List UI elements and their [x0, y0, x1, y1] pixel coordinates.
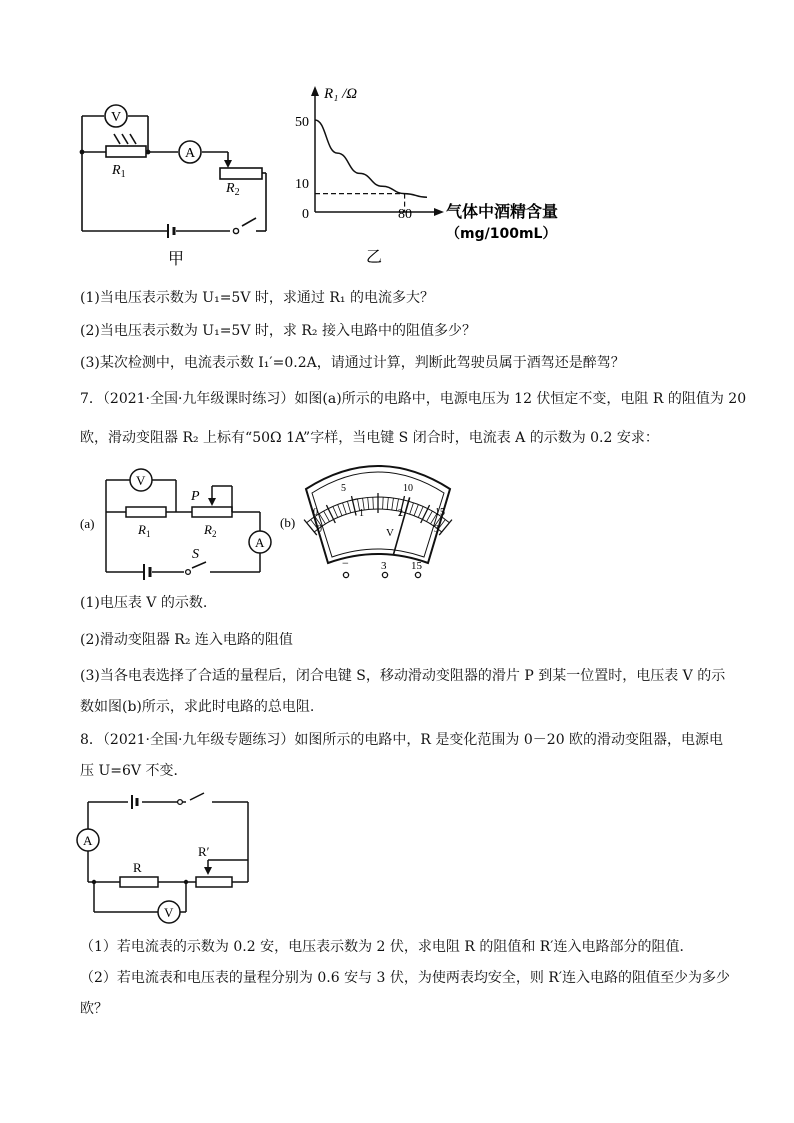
meter-tick [373, 497, 374, 509]
q7-stem-line1: 7．（2021·全国·九年级课时练习）如图(a)所示的电路中，电源电压为 12 伏恒定不变，电阻 R 的阻值为 20 [80, 391, 747, 407]
x-tick-80: 80 [398, 207, 412, 222]
q7-part2: (2)滑动变阻器 R₂ 连入电路的阻值 [80, 632, 293, 648]
q7-switch-s: S [192, 547, 199, 562]
q7-r1-label: R [138, 522, 146, 537]
q7-part3-line1: (3)当各电表选择了合适的量程后，闭合电键 S，移动滑动变阻器的滑片 P 到某一位置时，电压表 V 的示 [80, 668, 726, 684]
meter-lower-3: 3 [434, 524, 439, 535]
q7-circuit-a [80, 462, 280, 582]
fig1-circuit-jia [70, 88, 270, 288]
y-tick-10: 10 [295, 177, 309, 192]
graph-xunit: （mg/100mL） [446, 226, 557, 242]
meter-lower-0: 0 [317, 524, 322, 535]
q7-slider-p: P [191, 489, 200, 504]
meter-upper-5: 5 [341, 483, 346, 494]
caption-jia: 甲 [168, 249, 185, 268]
r2-sub: 2 [234, 187, 240, 198]
x-tick-0: 0 [302, 207, 309, 222]
meter-case [306, 466, 450, 563]
q7-ammeter-label: A [255, 535, 265, 550]
meter-upper-0: 0 [313, 507, 318, 518]
svg-text:R2 [225, 181, 240, 198]
terminal-minus-post [343, 572, 348, 577]
q8-stem-line1: 8．（2021·全国·九年级专题练习）如图所示的电路中，R 是变化范围为 0－20 欧的滑动变阻器，电源电 [80, 732, 724, 748]
svg-text:R2 [203, 522, 216, 539]
r1-sub: 1 [120, 169, 126, 180]
meter-lower-1: 1 [359, 508, 364, 519]
q7-r1-sub: 1 [145, 529, 151, 539]
meter-upper-10: 10 [403, 483, 413, 494]
meter-lower-2: 2 [398, 508, 403, 519]
q7-part1: (1)电压表 V 的示数. [80, 595, 208, 611]
q7-voltmeter-label: V [136, 473, 146, 488]
q7-voltmeter-dial-b [280, 459, 480, 584]
terminal-15: 15 [411, 560, 422, 572]
meter-upper-15: 15 [435, 507, 445, 518]
q6-part1: (1)当电压表示数为 U₁=5V 时，求通过 R₁ 的电流多大？ [80, 290, 434, 306]
y-tick-50: 50 [295, 115, 309, 130]
q8-circuit [76, 790, 266, 930]
r2-label: R [226, 181, 235, 196]
ammeter-label: A [185, 146, 196, 161]
q7-stem-line2: 欧，滑动变阻器 R₂ 上标有“50Ω 1A”字样，当电键 S 闭合时，电流表 A 的示数为 0.2 安求： [80, 430, 659, 446]
caption-yi: 乙 [366, 247, 383, 266]
q7-r2-sub: 2 [211, 529, 217, 539]
q8-r-prime-label: R′ [198, 844, 210, 859]
q8-part1: （1）若电流表的示数为 0.2 安，电压表示数为 2 伏，求电阻 R 的阻值和 R′连入电路部分的阻值． [80, 939, 694, 955]
terminal-3-post [382, 572, 387, 577]
r1-curve [315, 120, 427, 197]
r1-label: R [112, 163, 121, 178]
q8-ammeter-label: A [83, 833, 93, 848]
terminal-minus: − [342, 556, 349, 570]
q8-r-label: R [133, 860, 142, 875]
q7-r2-label: R [204, 522, 212, 537]
q6-part2: (2)当电压表示数为 U₁=5V 时，求 R₂ 接入电路中的阻值多少？ [80, 323, 476, 339]
q8-part2-line2: 欧？ [80, 1001, 108, 1017]
q7-label-b: (b) [280, 515, 296, 530]
svg-text:R1 [111, 163, 126, 180]
meter-unit: V [386, 527, 394, 539]
terminal-3: 3 [381, 560, 387, 572]
q7-part3-line2: 数如图(b)所示，求此时电路的总电阻. [80, 699, 315, 715]
terminal-15-post [415, 572, 420, 577]
q8-part2-line1: （2）若电流表和电压表的量程分别为 0.6 安与 3 伏，为使两表均安全，则 R′连入电路的阻值至少为多少 [80, 970, 731, 986]
meter-tick [383, 497, 384, 509]
graph-xlabel: 气体中酒精含量 [446, 202, 559, 221]
q6-part3: (3)某次检测中，电流表示数 I₁′=0.2A，请通过计算，判断此驾驶员属于酒驾还是醉驾？ [80, 355, 625, 371]
q7-label-a: (a) [80, 516, 95, 531]
fig1-graph-yi [286, 82, 576, 272]
q8-voltmeter-label: V [164, 905, 174, 920]
svg-text:R1 [137, 522, 150, 539]
graph-ylabel: R₁ /Ω [324, 86, 358, 102]
q8-stem-line2: 压 U=6V 不变． [80, 763, 188, 779]
voltmeter-label: V [111, 110, 122, 125]
